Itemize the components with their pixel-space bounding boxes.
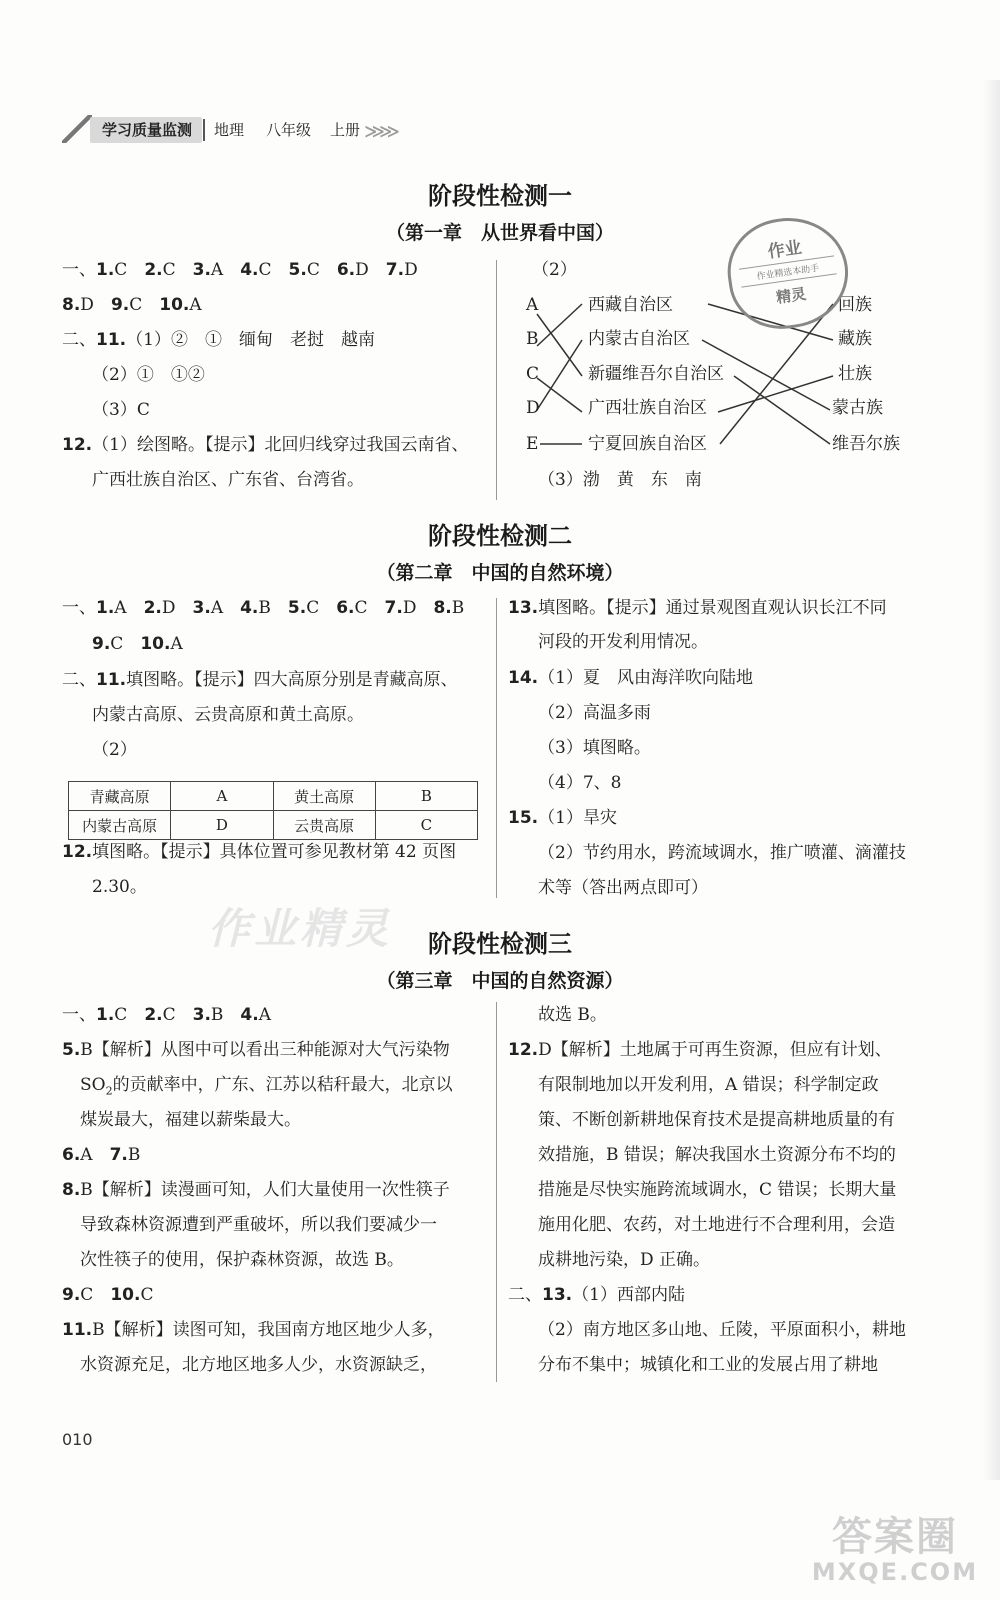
letter-a: A — [526, 295, 539, 315]
region-neimenggu: 内蒙古自治区 — [588, 329, 690, 349]
match-line-c — [537, 378, 582, 412]
table-cell: 黄土高原 — [273, 782, 375, 811]
s2-answer-line: （2） — [92, 740, 137, 760]
s2-answer-line: 15.（1）旱灾 — [508, 808, 617, 828]
table-cell: 内蒙古高原 — [69, 811, 171, 840]
ethnic-zang: 藏族 — [838, 329, 872, 349]
s3-answer-line: 5.B【解析】从图中可以看出三种能源对大气污染物 — [62, 1040, 450, 1060]
s1-answer-line: 12.（1）绘图略。【提示】北回归线穿过我国云南省、 — [62, 435, 469, 455]
match-line-a — [537, 314, 582, 376]
match-line-d — [537, 340, 582, 410]
ethnic-hui: 回族 — [838, 295, 872, 315]
table-row — [69, 782, 478, 811]
section-1-subtitle: （第一章 从世界看中国） — [385, 222, 614, 244]
s2-answer-line: （2）节约用水，跨流域调水，推广喷灌、滴灌技 — [538, 843, 906, 863]
s1-q2-label: （2） — [532, 260, 577, 280]
grade-label: 八年级 — [266, 121, 312, 139]
stamp-seal: 作业 作业精选本助手 精灵 — [721, 210, 855, 336]
letter-d: D — [526, 398, 540, 418]
table-cell: A — [171, 782, 273, 811]
s3-answer-line: 施用化肥、农药，对土地进行不合理利用，会造 — [538, 1215, 895, 1235]
s3-answer-line: （2）南方地区多山地、丘陵，平原面积小，耕地 — [538, 1320, 906, 1340]
s3-answer-line: 一、1.C 2.C 3.B 4.A — [62, 1005, 271, 1025]
s2-answer-line: 河段的开发利用情况。 — [538, 632, 708, 652]
section-3-title: 阶段性检测三 — [428, 930, 572, 958]
s1-answer-line: 8.D 9.C 10.A — [62, 295, 202, 315]
s2-answer-line: （4）7、8 — [538, 773, 622, 793]
ethnic-zhuang: 壮族 — [838, 364, 872, 384]
table-cell: C — [375, 811, 477, 840]
s3-answer-line: 6.A 7.B — [62, 1145, 141, 1165]
watermark-logo: 答案圈 MXQE.COM — [811, 1514, 979, 1586]
s2-answer-line: 12.填图略。【提示】具体位置可参见教材第 42 页图 — [62, 842, 457, 862]
table-cell: 青藏高原 — [69, 782, 171, 811]
region-xizang: 西藏自治区 — [588, 295, 673, 315]
table-cell: 云贵高原 — [273, 811, 375, 840]
section-2-title: 阶段性检测二 — [428, 522, 572, 550]
s2-answer-line: 9.C 10.A — [92, 634, 183, 654]
s3-answer-line: 分布不集中；城镇化和工业的发展占用了耕地 — [538, 1355, 878, 1375]
volume-label: 上册 — [330, 121, 361, 139]
table-cell: B — [375, 782, 477, 811]
s3-answer-line: 12.D【解析】土地属于可再生资源，但应有计划、 — [508, 1040, 892, 1060]
s2-answer-line: 13.填图略。【提示】通过景观图直观认识长江不同 — [508, 598, 887, 618]
s3-answer-line: 策、不断创新耕地保育技术是提高耕地质量的有 — [538, 1110, 895, 1130]
s1-answer-line: 二、11.（1）② ① 缅甸 老挝 越南 — [62, 330, 375, 350]
page-number: 010 — [62, 1430, 93, 1449]
s3-answer-line: 煤炭最大，福建以薪柴最大。 — [80, 1110, 301, 1130]
s1-answer-line: （3）C — [92, 400, 150, 420]
column-divider — [496, 598, 497, 898]
region-guangxi: 广西壮族自治区 — [588, 398, 707, 418]
s3-answer-line: 导致森林资源遭到严重破坏，所以我们要减少一 — [80, 1215, 437, 1235]
section-1-title: 阶段性检测一 — [428, 182, 572, 210]
section-2-subtitle: （第二章 中国的自然环境） — [376, 562, 624, 584]
s2-answer-line: （2）高温多雨 — [538, 703, 651, 723]
section-3-subtitle: （第三章 中国的自然资源） — [376, 970, 624, 992]
s3-answer-line: 次性筷子的使用，保护森林资源，故选 B。 — [80, 1250, 404, 1270]
s1-answer-line: 广西壮族自治区、广东省、台湾省。 — [92, 470, 364, 490]
subject-label: 地理 — [214, 121, 245, 139]
s3-answer-line: 有限制地加以开发利用，A 错误；科学制定政 — [538, 1075, 879, 1095]
s3-answer-line: 成耕地污染，D 正确。 — [538, 1250, 711, 1270]
s2-answer-line: （3）填图略。 — [538, 738, 651, 758]
s2-answer-line: 内蒙古高原、云贵高原和黄土高原。 — [92, 705, 364, 725]
letter-e: E — [526, 434, 539, 454]
s3-answer-line: 8.B【解析】读漫画可知，人们大量使用一次性筷子 — [62, 1180, 450, 1200]
s2-answer-line: 14.（1）夏 风由海洋吹向陆地 — [508, 668, 753, 688]
ethnic-weiwuer: 维吾尔族 — [832, 434, 900, 454]
ethnic-menggu: 蒙古族 — [832, 398, 883, 418]
s3-answer-line: 11.B【解析】读图可知，我国南方地区地少人多， — [62, 1320, 445, 1340]
table-row — [69, 811, 478, 840]
table-cell: D — [171, 811, 273, 840]
s2-answer-line: 一、1.A 2.D 3.A 4.B 5.C 6.C 7.D 8.B — [62, 598, 465, 618]
s2-answer-line: 术等（答出两点即可） — [538, 878, 708, 898]
s1-answer-line: 一、1.C 2.C 3.A 4.C 5.C 6.D 7.D — [62, 260, 418, 280]
match-line-guangxi — [718, 376, 833, 412]
s3-answer-line: $SO_2$的贡献率中，广东、江苏以秸秆最大，北京以 — [80, 1075, 453, 1098]
match-line-b — [537, 304, 582, 346]
s3-answer-line: 故选 B。 — [538, 1005, 607, 1025]
letter-b: B — [526, 329, 539, 349]
s1-q3-answer: （3）渤 黄 东 南 — [538, 470, 702, 490]
s3-answer-line: 措施是尽快实施跨流域调水，C 错误；长期大量 — [538, 1180, 897, 1200]
s2-answer-line: 2.30。 — [92, 877, 147, 897]
column-divider — [496, 1002, 497, 1382]
s3-answer-line: 二、13.（1）西部内陆 — [508, 1285, 685, 1305]
letter-c: C — [526, 364, 540, 384]
region-ningxia: 宁夏回族自治区 — [588, 434, 707, 454]
s3-answer-line: 水资源充足，北方地区地多人少，水资源缺乏， — [80, 1355, 437, 1375]
matching-lines — [0, 0, 1000, 500]
series-badge: 学习质量监测 — [90, 117, 202, 143]
s3-answer-line: 效措施，B 错误；解决我国水土资源分布不均的 — [538, 1145, 896, 1165]
s3-answer-line: 9.C 10.C — [62, 1285, 154, 1305]
s2-answer-line: 二、11.填图略。【提示】四大高原分别是青藏高原、 — [62, 670, 458, 690]
s1-answer-line: （2）① ①② — [92, 365, 205, 385]
region-xinjiang: 新疆维吾尔自治区 — [588, 364, 724, 384]
watermark-text: 作业精灵 — [208, 904, 393, 953]
plateau-table — [68, 781, 478, 840]
arrow-icon: ≫≫ — [364, 119, 394, 143]
